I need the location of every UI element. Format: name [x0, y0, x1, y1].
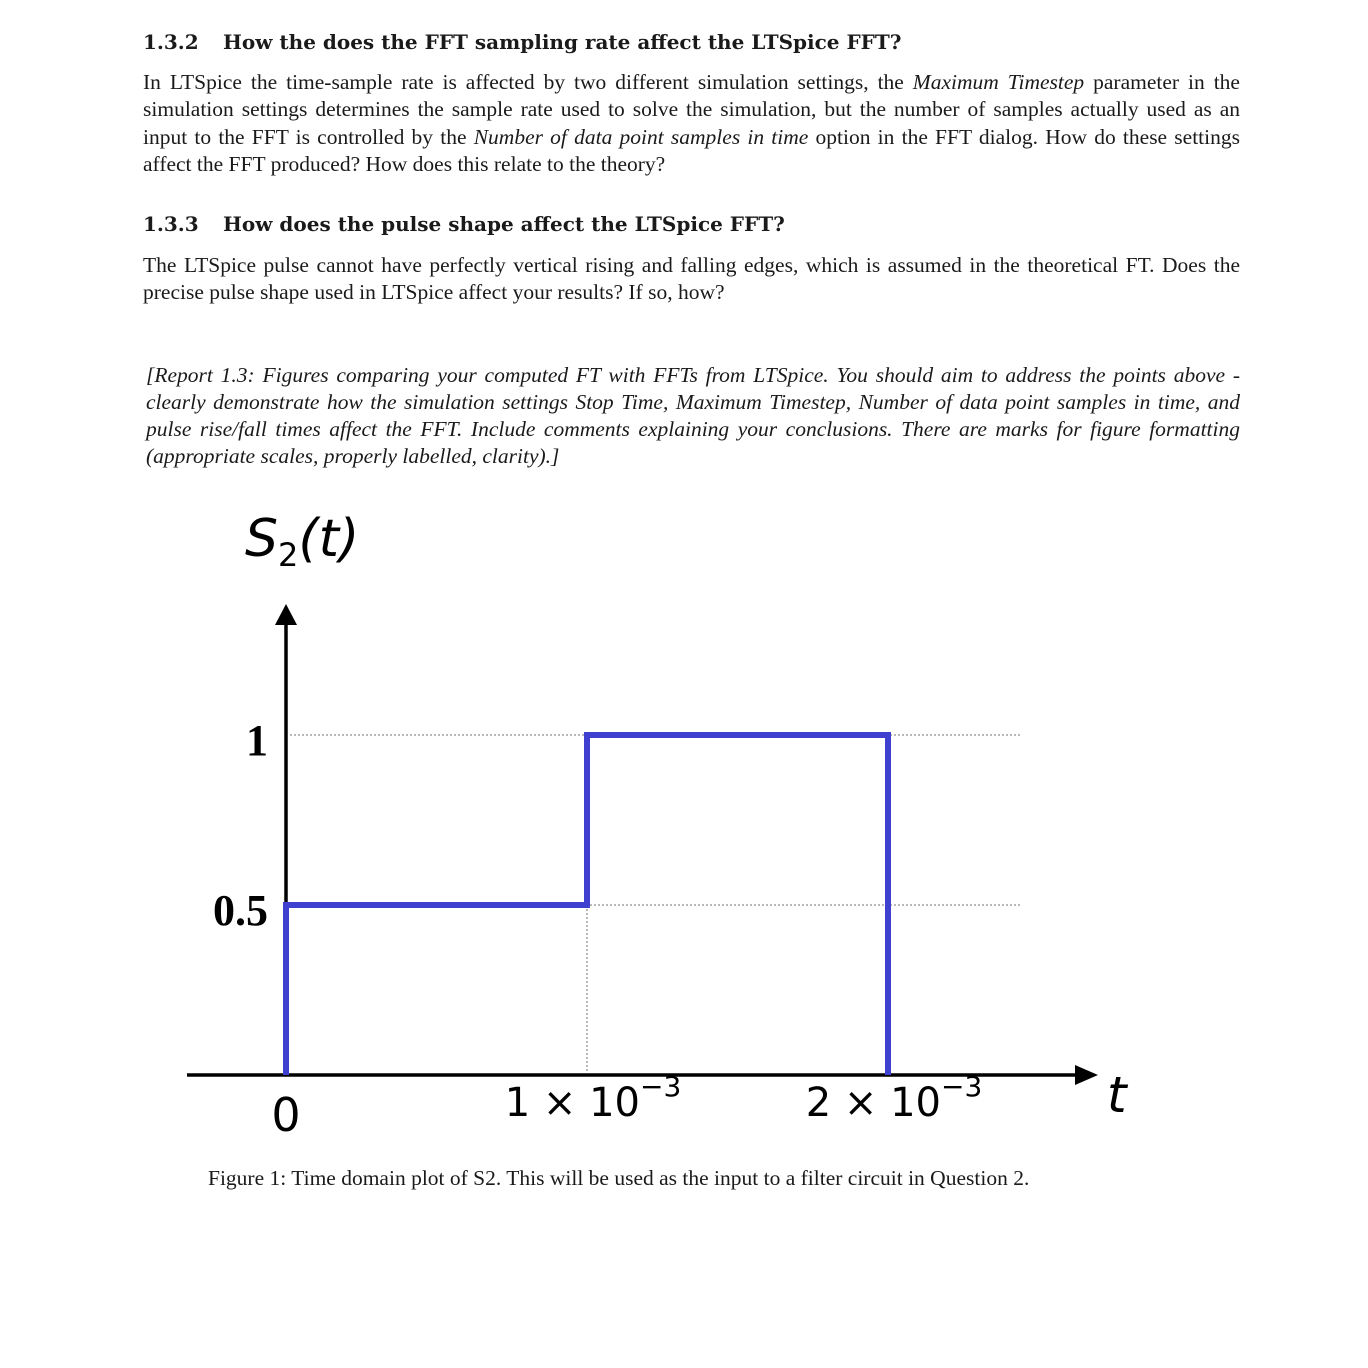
- x-tick-mantissa: 2 × 10: [805, 1080, 942, 1126]
- section-paragraph-1-3-3: The LTSpice pulse cannot have perfectly vertical rising and falling edges, which is assumed in the theoretical FT. Does the precise pulse shape used in LTSpice affect your results? If so, how?: [143, 253, 1240, 305]
- x-tick-label: [806, 1070, 983, 1126]
- section-number: 1.3.2: [143, 30, 199, 54]
- y-tick-labels: [213, 716, 268, 935]
- paragraph-text: parameter in the simulation settings determines the sample rate used to solve the simulation, but the number of samples actually used as an input to the FFT is controlled by the: [143, 70, 1240, 149]
- x-axis-label: t: [1107, 1066, 1127, 1124]
- section-title: How the does the FFT sampling rate affect the LTSpice FFT?: [223, 30, 902, 54]
- x-tick-labels: [271, 1070, 982, 1142]
- paragraph-text: In LTSpice the time-sample rate is affected by two different simulation settings, the: [143, 70, 913, 94]
- y-tick-label: 0.5: [213, 886, 268, 935]
- x-tick-exponent: −3: [640, 1070, 682, 1103]
- figure-caption: Figure 1: Time domain plot of S2. This will be used as the input to a filter circuit in Question 2.: [208, 1166, 1030, 1190]
- y-axis-label: S2(t): [245, 509, 360, 574]
- emphasized-term: Maximum Timestep: [912, 70, 1085, 94]
- section-number: 1.3.3: [143, 212, 199, 236]
- signal-line: [286, 735, 888, 1075]
- y-axis-arrow-icon: [275, 604, 297, 625]
- x-tick-label: 0: [271, 1088, 301, 1142]
- x-tick-exponent: −3: [941, 1070, 983, 1103]
- y-tick-label: 1: [246, 716, 268, 765]
- section-title: How does the pulse shape affect the LTSpice FFT?: [223, 212, 785, 236]
- x-tick-label: [505, 1070, 682, 1126]
- paragraph-text: option in the FFT dialog. How do these settings affect the FFT produced? How does this relate to the theory?: [143, 124, 1240, 176]
- x-tick-mantissa: 1 × 10: [504, 1080, 641, 1126]
- emphasized-term: Number of data point samples in time: [473, 124, 809, 149]
- report-instructions: [Report 1.3: Figures comparing your computed FT with FFTs from LTSpice. You should aim to address the points above - clearly demonstrate how the simulation settings Stop Time, Maximum Timestep, Number of data point samples in time, and pulse rise/fall times affect the FFT. Include comments explaining your conclusions. There are marks for figure formatting (appropriate scales, properly labelled, clarity).]: [146, 363, 1240, 468]
- x-axis-arrow-icon: [1075, 1065, 1098, 1085]
